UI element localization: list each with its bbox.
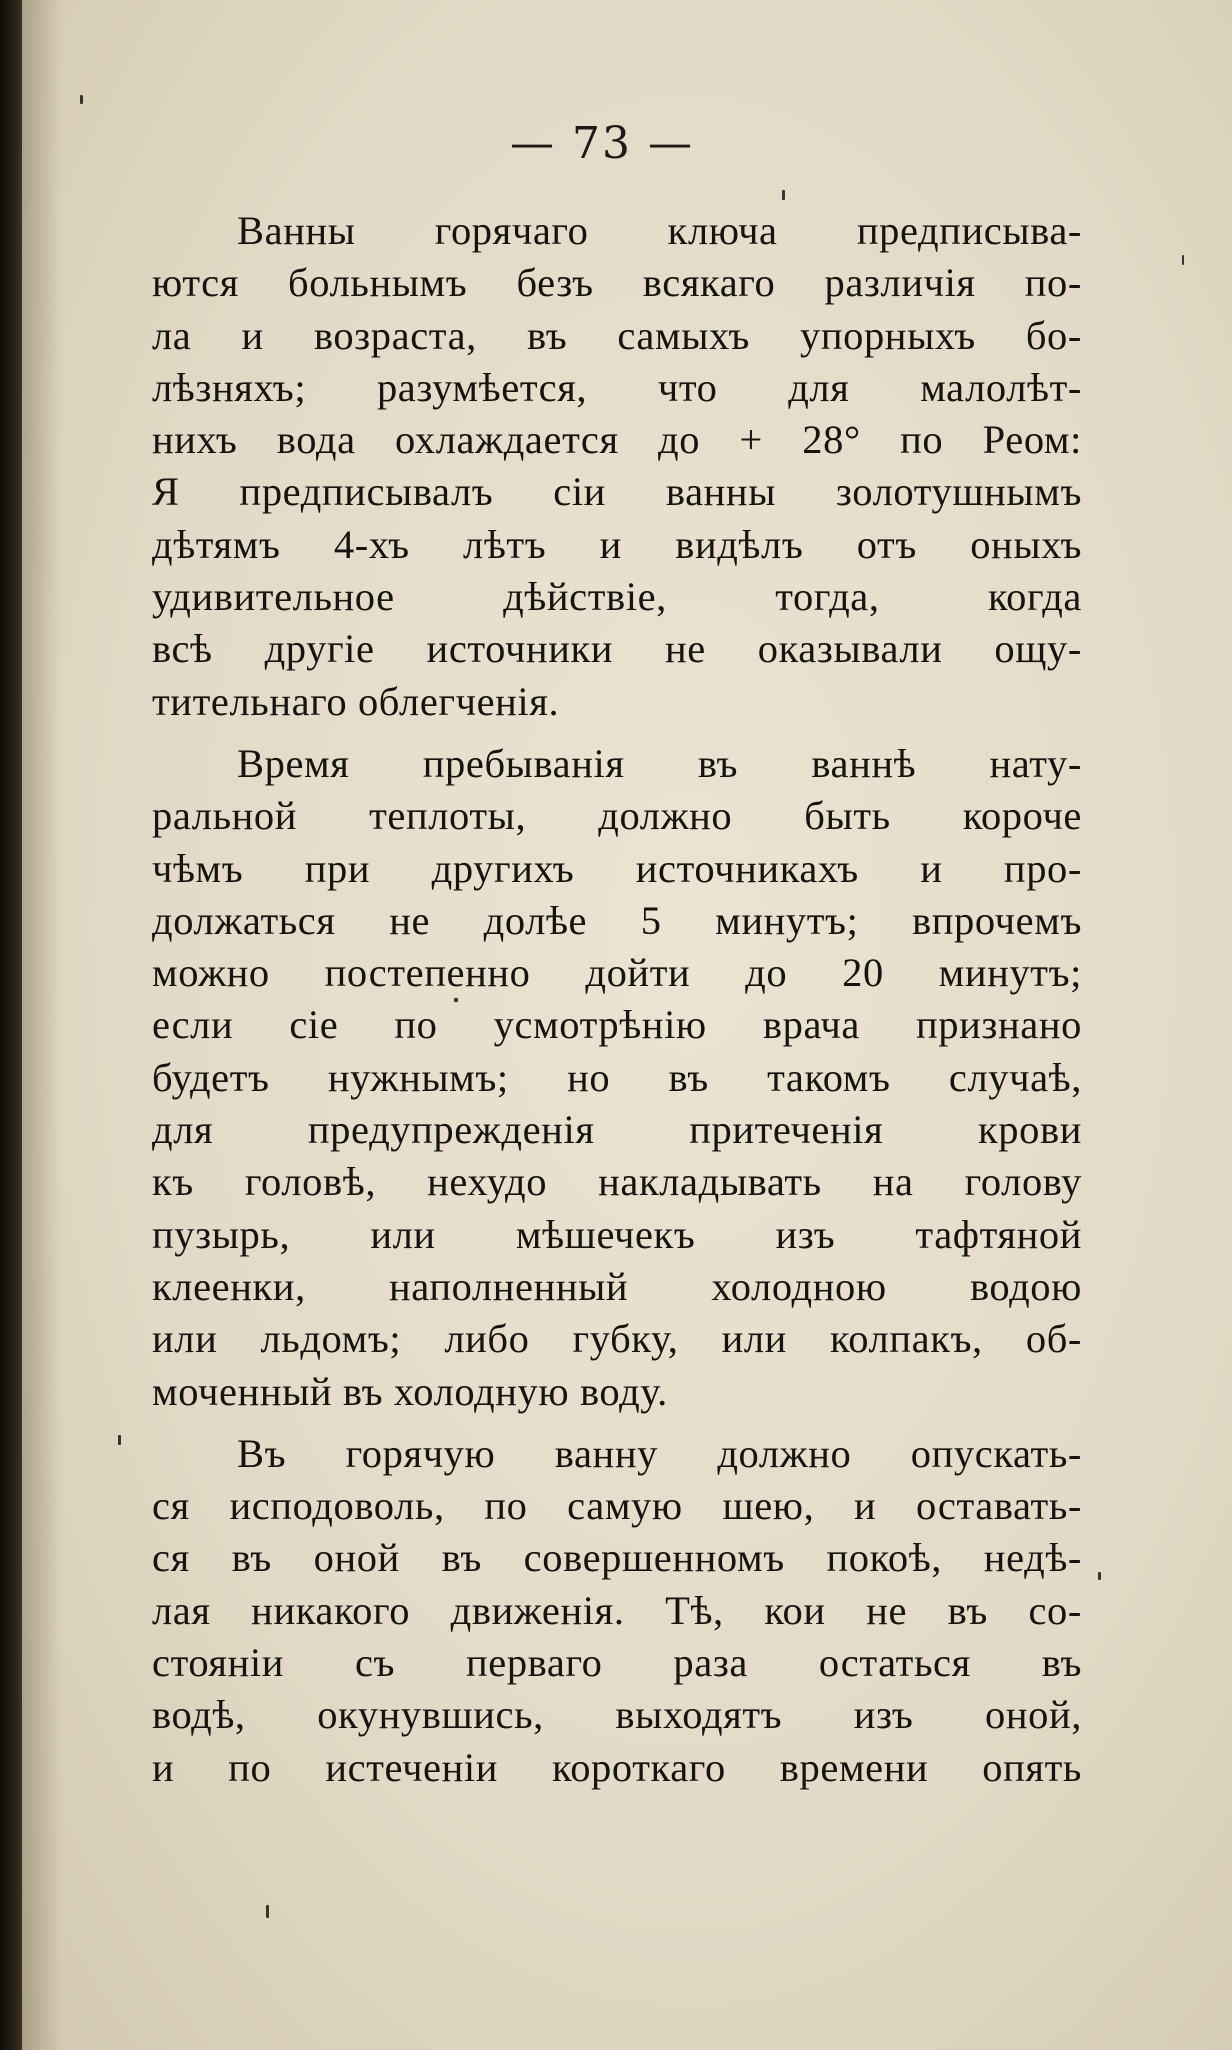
text-line: ла и возраста, въ самыхъ упорныхъ бо-	[152, 312, 1082, 358]
text-line: пузырь, или мѣшечекъ изъ тафтяной	[152, 1211, 1082, 1257]
text-line: къ головѣ, нехудо накладывать на голову	[152, 1159, 1082, 1205]
text-line: дѣтямъ 4-хъ лѣтъ и видѣлъ отъ оныхъ	[152, 521, 1082, 567]
text-line: можно постепенно дойти до 20 минутъ;	[152, 950, 1082, 996]
book-page	[22, 0, 1232, 2050]
paper-speck	[80, 95, 83, 104]
text-line: всѣ другіе источники не оказывали ощу-	[152, 626, 1082, 672]
text-line: Время пребыванія въ ваннѣ нату-	[237, 740, 1082, 786]
paper-speck	[782, 190, 785, 200]
paper-speck	[1182, 255, 1184, 265]
text-line: стояніи съ перваго раза остаться въ	[152, 1640, 1082, 1686]
text-line: тительнаго облегченія.	[152, 678, 560, 724]
text-line: будетъ нужнымъ; но въ такомъ случаѣ,	[152, 1054, 1082, 1100]
text-line: ются больнымъ безъ всякаго различія по-	[152, 260, 1082, 306]
paragraph	[152, 205, 1082, 728]
page-gutter-shadow	[22, 0, 62, 2050]
body-text	[152, 205, 1082, 1794]
text-line: или льдомъ; либо губку, или колпакъ, об-	[152, 1316, 1082, 1362]
text-line: Я предписывалъ сіи ванны золотушнымъ	[152, 469, 1082, 515]
text-line: удивительное дѣйствіе, тогда, когда	[152, 574, 1082, 620]
page-number: — 73 —	[510, 118, 694, 169]
text-line: клеенки, наполненный холодною водою	[152, 1263, 1082, 1309]
text-line: чѣмъ при другихъ источникахъ и про-	[152, 845, 1082, 891]
paragraph-gap	[152, 728, 1082, 738]
text-line: лѣзняхъ; разумѣется, что для малолѣт-	[152, 364, 1082, 410]
text-line: нихъ вода охлаждается до + 28° по Реом:	[152, 417, 1082, 463]
paper-speck	[118, 1435, 121, 1445]
paper-speck	[266, 1905, 269, 1918]
text-line: для предупрежденія притеченія крови	[152, 1107, 1082, 1153]
paragraph	[152, 1428, 1082, 1794]
text-line: водѣ, окунувшись, выходятъ изъ оной,	[152, 1692, 1082, 1738]
text-line: Въ горячую ванну должно опускать-	[237, 1430, 1082, 1476]
paper-speck	[1098, 1572, 1101, 1580]
text-line: должаться не долѣе 5 минутъ; впрочемъ	[152, 897, 1082, 943]
text-line: и по истеченіи короткаго времени опять	[152, 1744, 1082, 1790]
text-line: ся въ оной въ совершенномъ покоѣ, недѣ-	[152, 1535, 1082, 1581]
paragraph-gap	[152, 1418, 1082, 1428]
text-line: Ванны горячаго ключа предписыва-	[237, 208, 1082, 253]
paragraph	[152, 738, 1082, 1418]
text-line: ся исподоволь, по самую шею, и оставать-	[152, 1483, 1082, 1529]
text-line: моченный въ холодную воду.	[152, 1368, 668, 1414]
text-line: ральной теплоты, должно быть короче	[152, 793, 1082, 839]
book-spine-shadow	[0, 0, 22, 2050]
text-line: лая никакого движенія. Тѣ, кои не въ со-	[152, 1587, 1082, 1633]
text-line: если сіе по усмотрѣнію врача признано	[152, 1002, 1082, 1048]
